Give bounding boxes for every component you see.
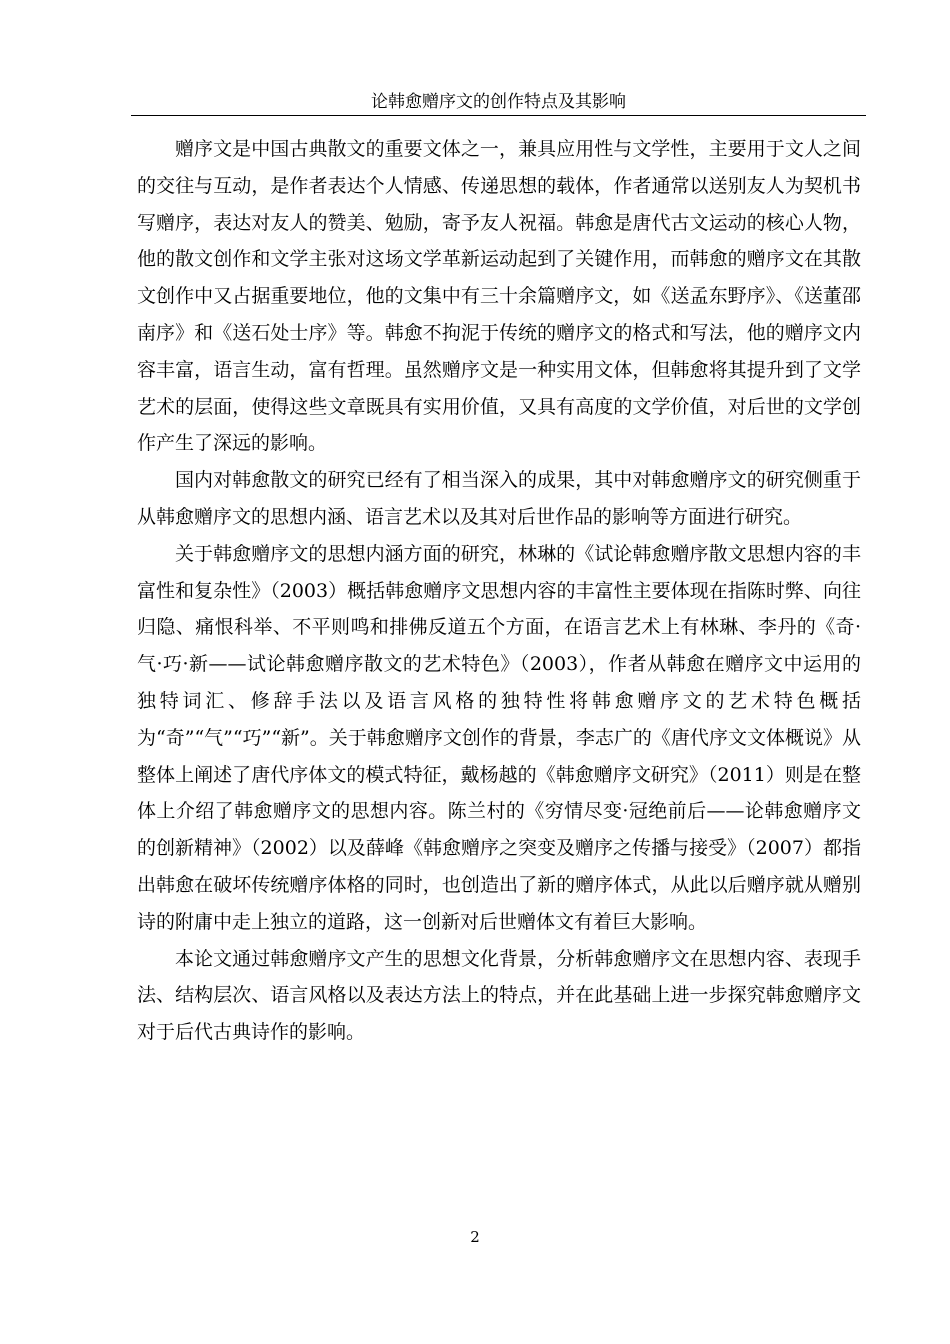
paragraph-intro: 赠序文是中国古典散文的重要文体之一，兼具应用性与文学性，主要用于文人之间的交往与互动，是作者表达个人情感、传递思想的载体，作者通常以送别友人为契机书写赠序，表达对友人的赞美、勉励，寄予友人祝福。韩愈是唐代古文运动的核心人物，他的散文创作和文学主张对这场文学革新运动起到了关键作用，而韩愈的赠序文在其散文创作中又占据重要地位，他的文集中有三十余篇赠序文，如《送孟东野序》、《送董邵南序》和《送石处士序》等。韩愈不拘泥于传统的赠序文的格式和写法，他的赠序文内容丰富，语言生动，富有哲理。虽然赠序文是一种实用文体，但韩愈将其提升到了文学艺术的层面，使得这些文章既具有实用价值，又具有高度的文学价值，对后世的文学创作产生了深远的影响。 (137, 138, 861, 455)
paragraph-thesis-purpose: 本论文通过韩愈赠序文产生的思想文化背景，分析韩愈赠序文在思想内容、表现手法、结构层次、语言风格以及表达方法上的特点，并在此基础上进一步探究韩愈赠序文对于后代古典诗作的影响。 (137, 947, 861, 1044)
header-rule (131, 115, 866, 116)
paragraph-research-overview: 国内对韩愈散文的研究已经有了相当深入的成果，其中对韩愈赠序文的研究侧重于从韩愈赠序文的思想内涵、语言艺术以及其对后世作品的影响等方面进行研究。 (137, 469, 861, 528)
body-text (137, 131, 861, 1051)
paragraph-literature-review: 关于韩愈赠序文的思想内涵方面的研究，林琳的《试论韩愈赠序散文思想内容的丰富性和复杂性》（2003）概括韩愈赠序文思想内容的丰富性主要体现在指陈时弊、向往归隐、痛恨科举、不平则鸣和排佛反道五个方面，在语言艺术上有林琳、李丹的《奇·气·巧·新——试论韩愈赠序散文的艺术特色》（2003），作者从韩愈在赠序文中运用的独特词汇、修辞手法以及语言风格的独特性将韩愈赠序文的艺术特色概括为“奇”“气”“巧”“新”。关于韩愈赠序文创作的背景，李志广的《唐代序文文体概说》从整体上阐述了唐代序体文的模式特征，戴杨越的《韩愈赠序文研究》（2011）则是在整体上介绍了韩愈赠序文的思想内容。陈兰村的《穷情尽变·冠绝前后——论韩愈赠序文的创新精神》（2002）以及薛峰《韩愈赠序之突变及赠序之传播与接受》（2007）都指出韩愈在破坏传统赠序体格的同时，也创造出了新的赠序体式，从此以后赠序就从赠别诗的附庸中走上独立的道路，这一创新对后世赠体文有着巨大影响。 (137, 542, 861, 933)
running-header-title: 论韩愈赠序文的创作特点及其影响 (371, 92, 626, 112)
page-number: 2 (470, 1228, 480, 1246)
